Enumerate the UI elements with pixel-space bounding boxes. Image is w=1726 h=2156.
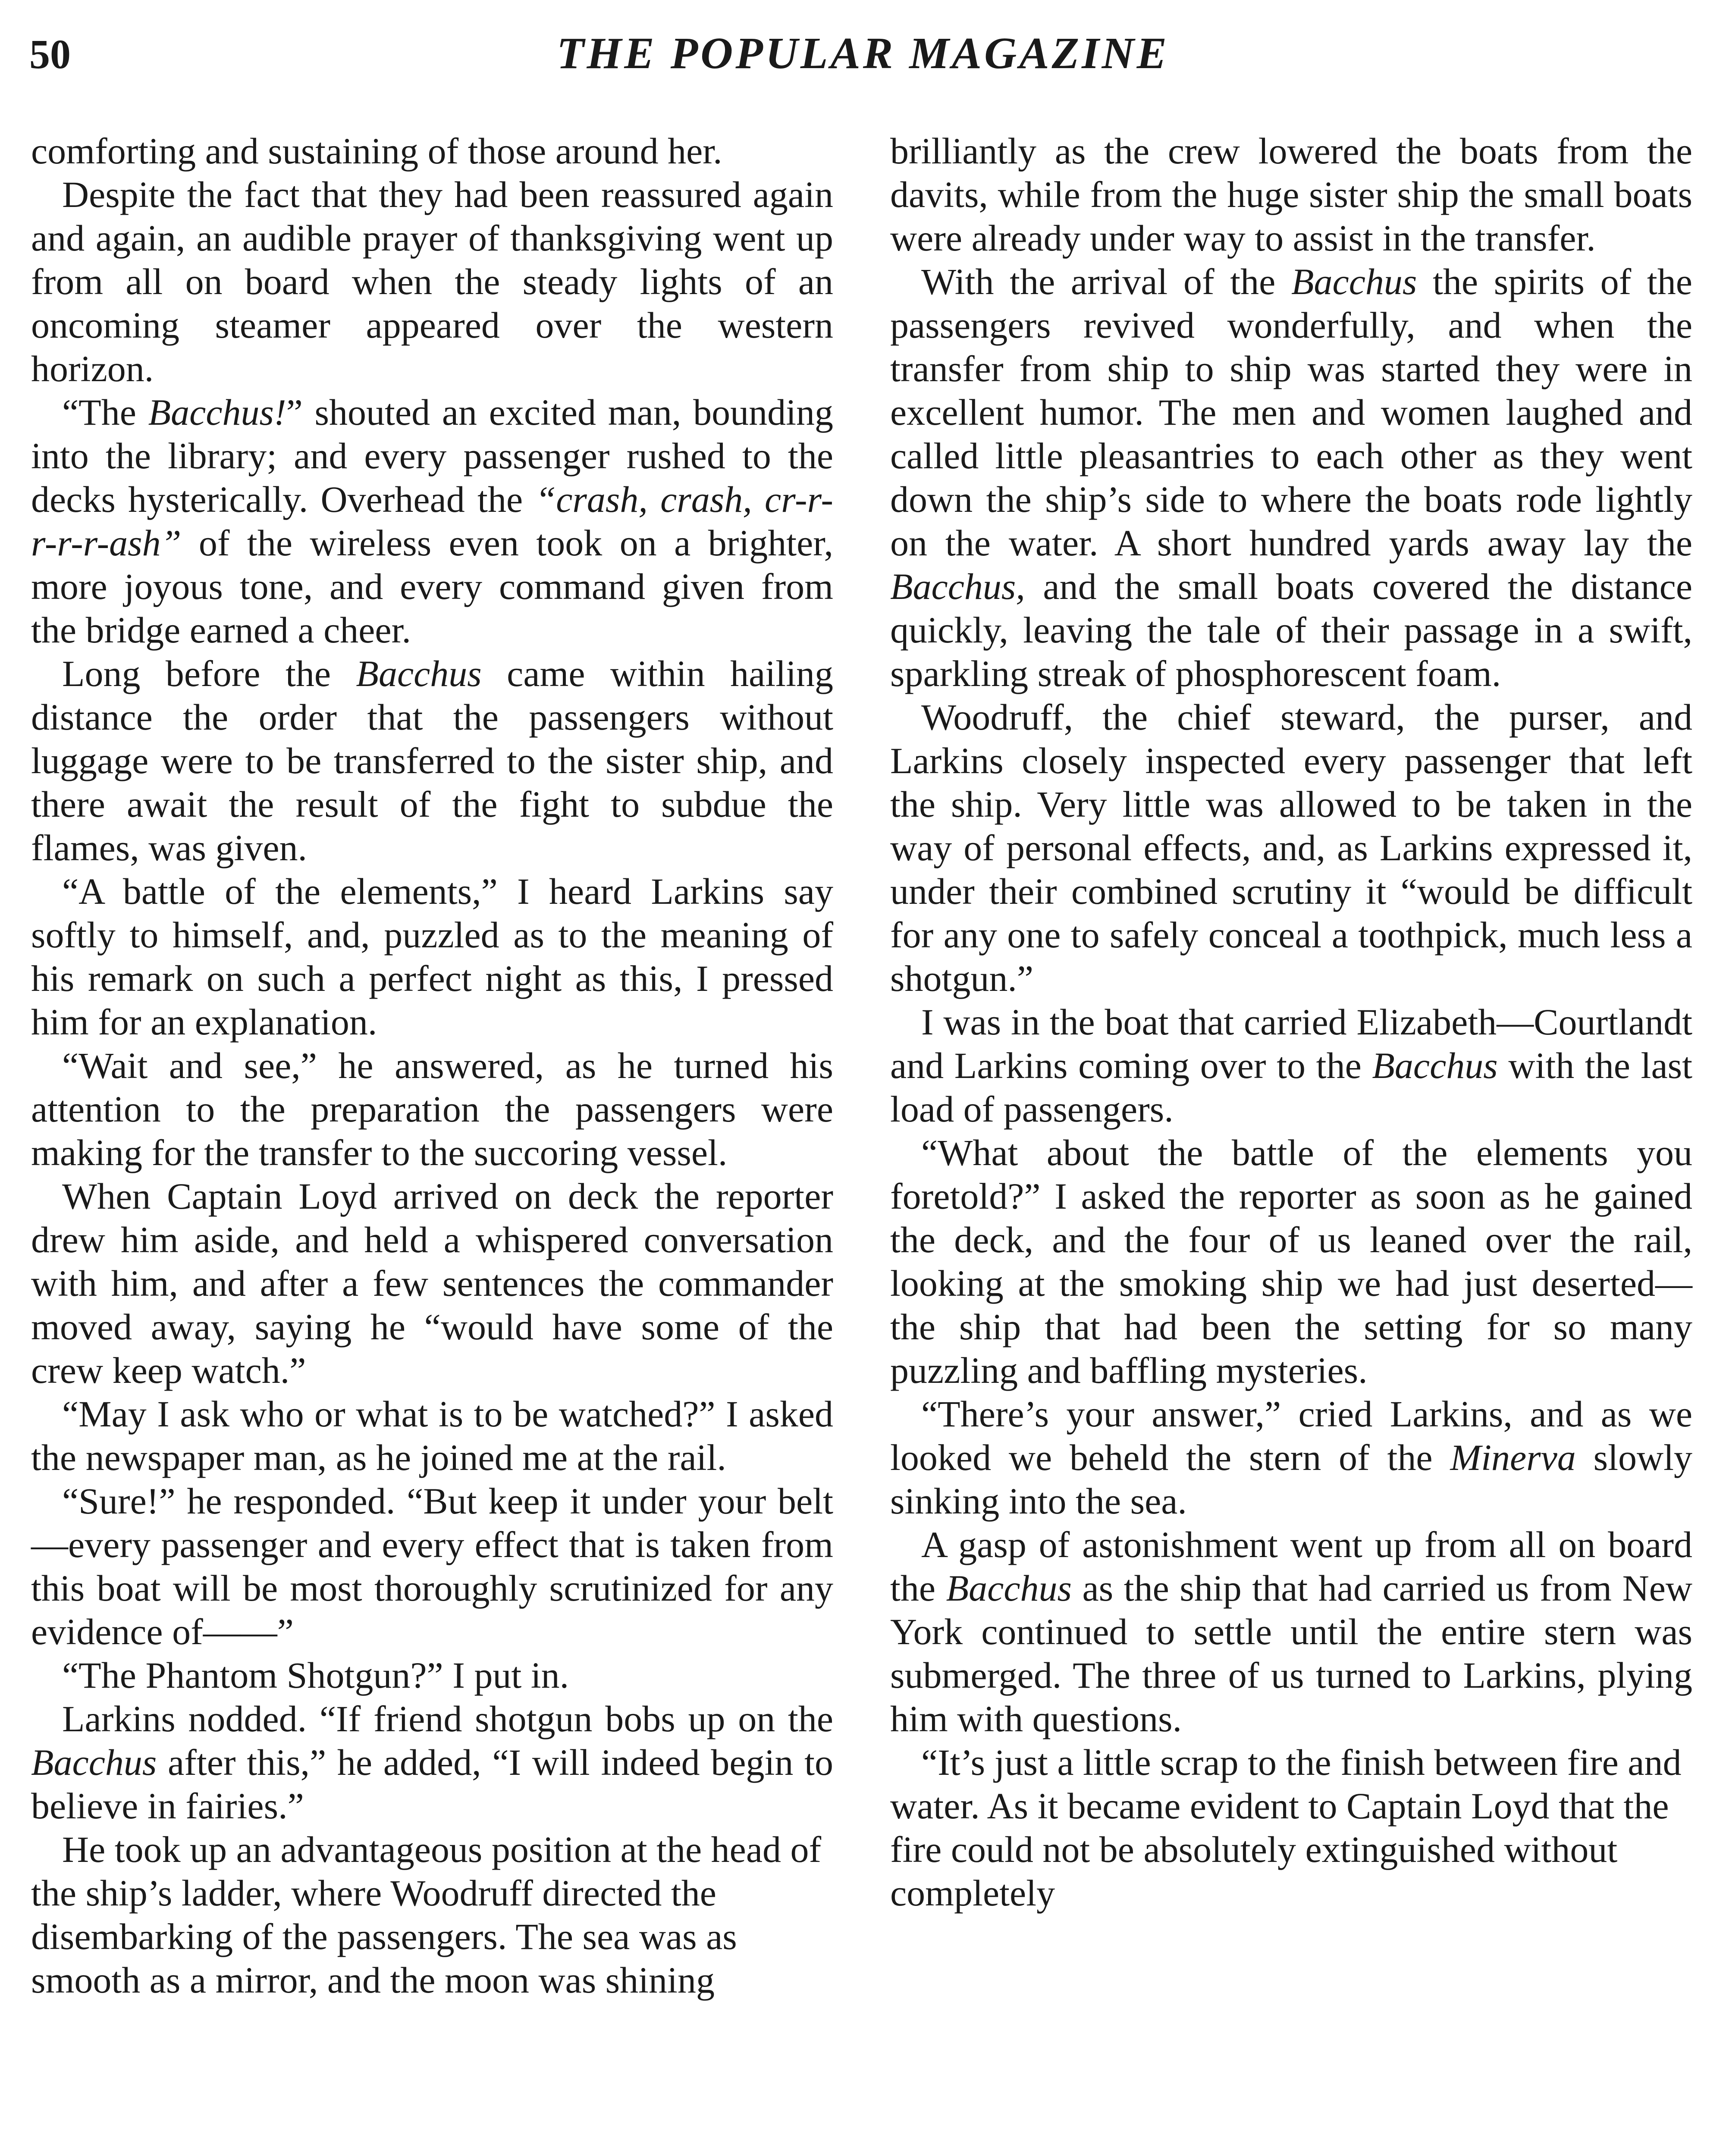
text-run: Larkins nodded. “If friend shotgun bobs up on the bbox=[62, 1698, 833, 1739]
paragraph bbox=[890, 129, 1692, 260]
italic-text: Bacchus bbox=[31, 1742, 157, 1783]
text-run: He took up an advantageous position at the head of the ship’s ladder, where Woodruff directed the disembarking of the passengers. The sea was as smooth as a mirror, and the moon was shining bbox=[31, 1829, 822, 2001]
running-title: THE POPULAR MAGAZINE bbox=[556, 28, 1170, 78]
left-text-column bbox=[31, 129, 833, 2002]
paragraph bbox=[31, 1392, 833, 1479]
text-run: slowly sinking into the sea. bbox=[890, 1437, 1692, 1522]
text-run: I was in the boat that carried Elizabeth—Courtlandt and Larkins coming over to the bbox=[890, 1001, 1692, 1086]
italic-text: Bacchus bbox=[356, 653, 482, 694]
text-run: Despite the fact that they had been reassured again and again, an audible prayer of thanksgiving went up from all on board when the steady lights of an oncoming steamer appeared over the western horizon. bbox=[31, 174, 833, 389]
paragraph bbox=[31, 652, 833, 870]
text-run: ” shouted an excited man, bounding into the library; and every passenger rushed to the decks hysterically. Overhead the bbox=[31, 392, 833, 520]
paragraph bbox=[890, 1392, 1692, 1523]
page-number: 50 bbox=[29, 31, 71, 77]
paragraph bbox=[890, 1523, 1692, 1741]
paragraph bbox=[31, 391, 833, 652]
italic-text: Bacchus bbox=[1291, 261, 1417, 302]
text-run: the spirits of the passengers revived wonderfully, and when the transfer from ship to ship was started they were in excellent humor. The men and women laughed and called little pleasantries to each other as they went down the ship’s side to where the boats rode lightly on the water. A short hundred yards away lay the bbox=[890, 261, 1692, 564]
paragraph bbox=[31, 870, 833, 1044]
text-run: after this,” he added, “I will indeed begin to believe in fairies.” bbox=[31, 1742, 833, 1827]
italic-text: “crash, crash, cr-r-r-r-r-ash” bbox=[31, 479, 833, 564]
text-run: Long before the bbox=[62, 653, 356, 694]
text-run: “Sure!” he responded. “But keep it under your belt—every passenger and every effect that is taken from this boat will be most thoroughly scrutinized for any evidence of——” bbox=[31, 1480, 833, 1652]
text-run: “Wait and see,” he answered, as he turned his attention to the preparation the passengers were making for the transfer to the succoring vessel. bbox=[31, 1045, 833, 1173]
italic-text: Bacchus bbox=[946, 1567, 1072, 1609]
text-run: of the wireless even took on a brighter, more joyous tone, and every command given from the bridge earned a cheer. bbox=[31, 522, 833, 651]
paragraph bbox=[31, 1175, 833, 1392]
text-run: “The Phantom Shotgun?” I put in. bbox=[62, 1655, 569, 1696]
paragraph bbox=[890, 1000, 1692, 1131]
paragraph bbox=[31, 1479, 833, 1654]
italic-text: Bacchus bbox=[1372, 1045, 1498, 1086]
text-run: came within hailing distance the order that the passengers without luggage were to be transferred to the sister ship, and there await the result of the fight to subdue the flames, was given. bbox=[31, 653, 834, 868]
italic-text: Bacchus, bbox=[890, 566, 1025, 607]
text-run: When Captain Loyd arrived on deck the reporter drew him aside, and held a whispered conversation with him, and after a few sentences the commander moved away, saying he “would have some of the crew keep watch.” bbox=[31, 1175, 833, 1391]
text-run: brilliantly as the crew lowered the boats from the davits, while from the huge sister ship the small boats were already under way to assist in the transfer. bbox=[890, 130, 1692, 259]
text-run: “It’s just a little scrap to the finish between fire and water. As it became evident to Captain Loyd that the fire could not be absolutely extinguished without completely bbox=[890, 1742, 1682, 1914]
paragraph bbox=[31, 173, 833, 391]
text-run: “What about the battle of the elements you foretold?” I asked the reporter as soon as he gained the deck, and the four of us leaned over the rail, looking at the smoking ship we had just deserted—the ship that had been the setting for so many puzzling and baffling mysteries. bbox=[890, 1132, 1692, 1391]
paragraph bbox=[31, 1697, 833, 1828]
text-run: as the ship that had carried us from New York continued to settle until the entire stern was submerged. The three of us turned to Larkins, plying him with questions. bbox=[890, 1567, 1692, 1739]
paragraph bbox=[890, 260, 1692, 696]
paragraph bbox=[31, 129, 833, 173]
text-run: comforting and sustaining of those around her. bbox=[31, 130, 722, 172]
italic-text: Bacchus! bbox=[148, 392, 286, 433]
page-header bbox=[29, 26, 1697, 91]
text-run: with the last load of passengers. bbox=[890, 1045, 1692, 1130]
paragraph bbox=[890, 696, 1692, 1000]
text-run: and the small boats covered the distance quickly, leaving the tale of their passage in a swift, sparkling streak of phosphorescent foam. bbox=[890, 566, 1692, 694]
paragraph bbox=[31, 1828, 833, 2002]
text-run: “The bbox=[62, 392, 148, 433]
paragraph bbox=[31, 1654, 833, 1697]
paragraph bbox=[890, 1741, 1692, 1915]
paragraph bbox=[31, 1044, 833, 1175]
text-run: Woodruff, the chief steward, the purser, and Larkins closely inspected every passenger that left the ship. Very little was allowed to be taken in the way of personal effects, and, as Larkins expressed it, under their combined scrutiny it “would be difficult for any one to safely conceal a toothpick, much less a shotgun.” bbox=[890, 696, 1692, 999]
text-run: With the arrival of the bbox=[921, 261, 1291, 302]
text-run: A gasp of astonishment went up from all on board the bbox=[890, 1524, 1692, 1609]
text-run: “A battle of the elements,” I heard Larkins say softly to himself, and, puzzled as to the meaning of his remark on such a perfect night as this, I pressed him for an explanation. bbox=[31, 871, 833, 1043]
paragraph bbox=[890, 1131, 1692, 1392]
right-text-column bbox=[890, 129, 1692, 1915]
italic-text: Minerva bbox=[1450, 1437, 1576, 1478]
text-run: “May I ask who or what is to be watched?” I asked the newspaper man, as he joined me at the rail. bbox=[31, 1393, 833, 1478]
text-run: “There’s your answer,” cried Larkins, and as we looked we beheld the stern of the bbox=[890, 1393, 1692, 1478]
